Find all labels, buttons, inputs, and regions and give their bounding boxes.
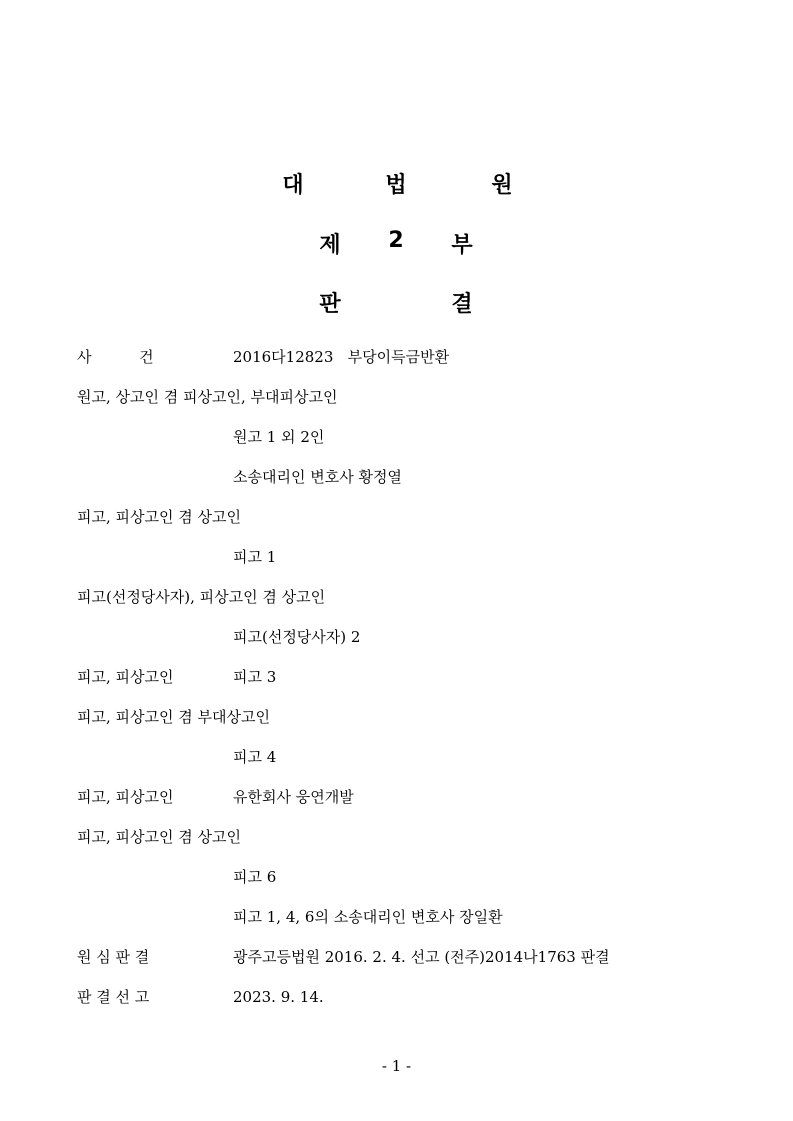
- plaintiff-name: 원고 1 외 2인: [233, 428, 325, 446]
- defendant1-name: 피고 1: [233, 548, 277, 566]
- court-char-2: 법: [385, 173, 407, 198]
- division-char-2: 2: [388, 228, 404, 253]
- court-char-1: 대: [282, 173, 304, 198]
- plaintiff-counsel: 소송대리인 변호사 황정열: [233, 468, 402, 486]
- defendant3-name: 피고 3: [233, 668, 277, 686]
- defendant4-role: 피고, 피상고인 겸 부대상고인: [77, 708, 270, 726]
- defendant6-name: 피고 6: [233, 868, 277, 886]
- defendant3-role: 피고, 피상고인: [77, 668, 174, 686]
- division-char-3: 부: [451, 233, 473, 258]
- original-judgment-value: 광주고등법원 2016. 2. 4. 선고 (전주)2014나1763 판결: [233, 948, 610, 966]
- defendant4-name: 피고 4: [233, 748, 277, 766]
- plaintiff-role: 원고, 상고인 겸 피상고인, 부대피상고인: [77, 388, 338, 406]
- defendant1-role: 피고, 피상고인 겸 상고인: [77, 508, 241, 526]
- doc-type-char-1: 판: [319, 292, 341, 317]
- case-value: 2016다12823 부당이득금반환: [233, 348, 450, 366]
- page-number: - 1 -: [381, 1057, 412, 1075]
- division-char-1: 제: [319, 233, 341, 258]
- defendant5-role: 피고, 피상고인: [77, 788, 174, 806]
- pronouncement-label: 판 결 선 고: [77, 988, 150, 1006]
- defendant5-name: 유한회사 웅연개발: [233, 788, 354, 806]
- court-char-3: 원: [491, 173, 513, 198]
- pronouncement-date: 2023. 9. 14.: [233, 988, 324, 1006]
- doc-type-char-2: 결: [451, 292, 473, 317]
- defendant-counsel: 피고 1, 4, 6의 소송대리인 변호사 장일환: [233, 908, 503, 926]
- defendant2-role: 피고(선정당사자), 피상고인 겸 상고인: [77, 588, 326, 606]
- defendant2-name: 피고(선정당사자) 2: [233, 628, 361, 646]
- case-label: 사 건: [77, 348, 154, 366]
- original-judgment-label: 원 심 판 결: [77, 948, 150, 966]
- defendant6-role: 피고, 피상고인 겸 상고인: [77, 828, 241, 846]
